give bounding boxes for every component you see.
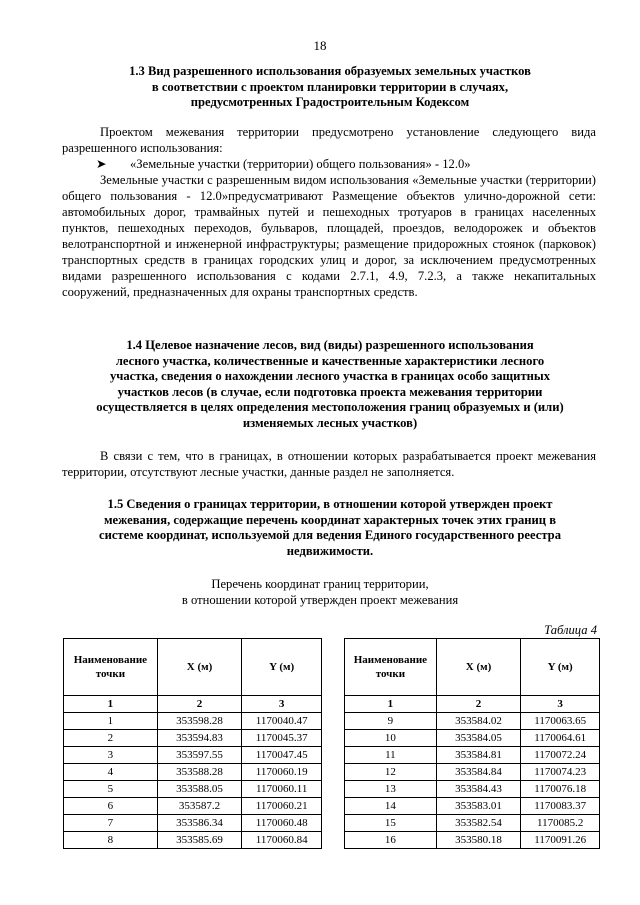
index-row: 1 2 3 <box>345 696 600 713</box>
section-title-line: межевания, содержащие перечень координат характерных точек этих границ в <box>103 512 557 527</box>
col-header-x: X (м) <box>436 639 521 696</box>
col-header-point: Наименование точки <box>64 639 158 696</box>
section-1-4-body: В связи с тем, что в границах, в отношении которых разрабатывается проект межевания территории, отсутствуют лесные участки, данные раздел не заполняется. <box>62 449 596 479</box>
table-row: 10 353584.05 1170064.61 <box>345 730 600 747</box>
table-row: 15 353582.54 1170085.2 <box>345 815 600 832</box>
table-row: 3 353597.55 1170047.45 <box>64 747 322 764</box>
index-row: 1 2 3 <box>64 696 322 713</box>
table-row: 1 353598.28 1170040.47 <box>64 713 322 730</box>
section-title-line: системе координат, используемой для ведения Единого государственного реестра <box>99 528 561 543</box>
table-row: 2 353594.83 1170045.37 <box>64 730 322 747</box>
section-1-3-title <box>60 64 600 111</box>
table-caption <box>0 576 640 608</box>
section-title-line: 1.4 Целевое назначение лесов, вид (виды) разрешенного использования <box>126 338 534 352</box>
section-title-line: предусмотренных Градостроительным Кодексом <box>190 95 470 110</box>
section-title-line: 1.3 Вид разрешенного использования образуемых земельных участков <box>129 64 531 78</box>
section-title-line: недвижимости. <box>286 543 374 558</box>
section-1-3-body: Земельные участки с разрешенным видом использования «Земельные участки (территории) общего пользования - 12.0»предусматривают Размещение объектов улично-дорожной сети: автомобильных дорог, трамвайных путей и пешеходных тротуаров в границах населенных пунктов, пешеходных переходов, бульваров, площадей, проездов, велодорожек и объектов велотранспортной и инженерной инфраструктуры; размещение придорожных стоянок (парковок) транспортных средств в границах городских улиц и дорог, за исключением предусмотренных видами разрешенного использования с кодами 2.7.1, 4.9, 7.2.3, а также некапитальных сооружений, предназначенных для охраны транспортных средств. <box>62 173 596 299</box>
col-header-y: Y (м) <box>521 639 600 696</box>
arrow-bullet-icon: ➤ <box>96 157 107 171</box>
table-label: Таблица 4 <box>544 623 597 637</box>
caption-line: Перечень координат границ территории, <box>211 577 429 591</box>
section-title-line: участка, сведения о нахождении лесного участка в границах особо защитных <box>109 369 551 384</box>
section-1-4-title <box>55 338 605 432</box>
table-row: 6 353587.2 1170060.21 <box>64 798 322 815</box>
table-row: 12 353584.84 1170074.23 <box>345 764 600 781</box>
section-title-line: в соответствии с проектом планировки территории в случаях, <box>151 79 509 94</box>
col-header-y: Y (м) <box>242 639 322 696</box>
table-row: 4 353588.28 1170060.19 <box>64 764 322 781</box>
table-row: 16 353580.18 1170091.26 <box>345 832 600 849</box>
table-row: 11 353584.81 1170072.24 <box>345 747 600 764</box>
table-row: 8 353585.69 1170060.84 <box>64 832 322 849</box>
section-title-line: лесного участка, количественные и качественные характеристики лесного <box>115 353 545 368</box>
table-row: 5 353588.05 1170060.11 <box>64 781 322 798</box>
section-1-3-intro: Проектом межевания территории предусмотрено установление следующего вида разрешенного использования: <box>62 125 596 155</box>
coords-table-right <box>344 638 600 849</box>
section-title-line: осуществляется в целях определения местоположения границ образуемых и (или) <box>96 400 564 415</box>
table-row: 13 353584.43 1170076.18 <box>345 781 600 798</box>
section-1-5-title <box>40 497 620 559</box>
col-header-x: X (м) <box>157 639 242 696</box>
section-title-line: изменяемых лесных участков) <box>242 415 418 430</box>
caption-line: в отношении которой утвержден проект межевания <box>181 593 459 607</box>
col-header-point: Наименование точки <box>345 639 437 696</box>
table-row: 7 353586.34 1170060.48 <box>64 815 322 832</box>
section-title-line: участков лесов (в случае, если подготовка проекта межевания территории <box>117 384 543 399</box>
table-row: 14 353583.01 1170083.37 <box>345 798 600 815</box>
section-1-3-bullet: ➤ «Земельные участки (территории) общего пользования» - 12.0» <box>96 157 471 171</box>
section-title-line: 1.5 Сведения о границах территории, в отношении которой утвержден проект <box>107 497 553 511</box>
coords-table-left <box>63 638 322 849</box>
table-row: 9 353584.02 1170063.65 <box>345 713 600 730</box>
page-number: 18 <box>313 38 327 53</box>
